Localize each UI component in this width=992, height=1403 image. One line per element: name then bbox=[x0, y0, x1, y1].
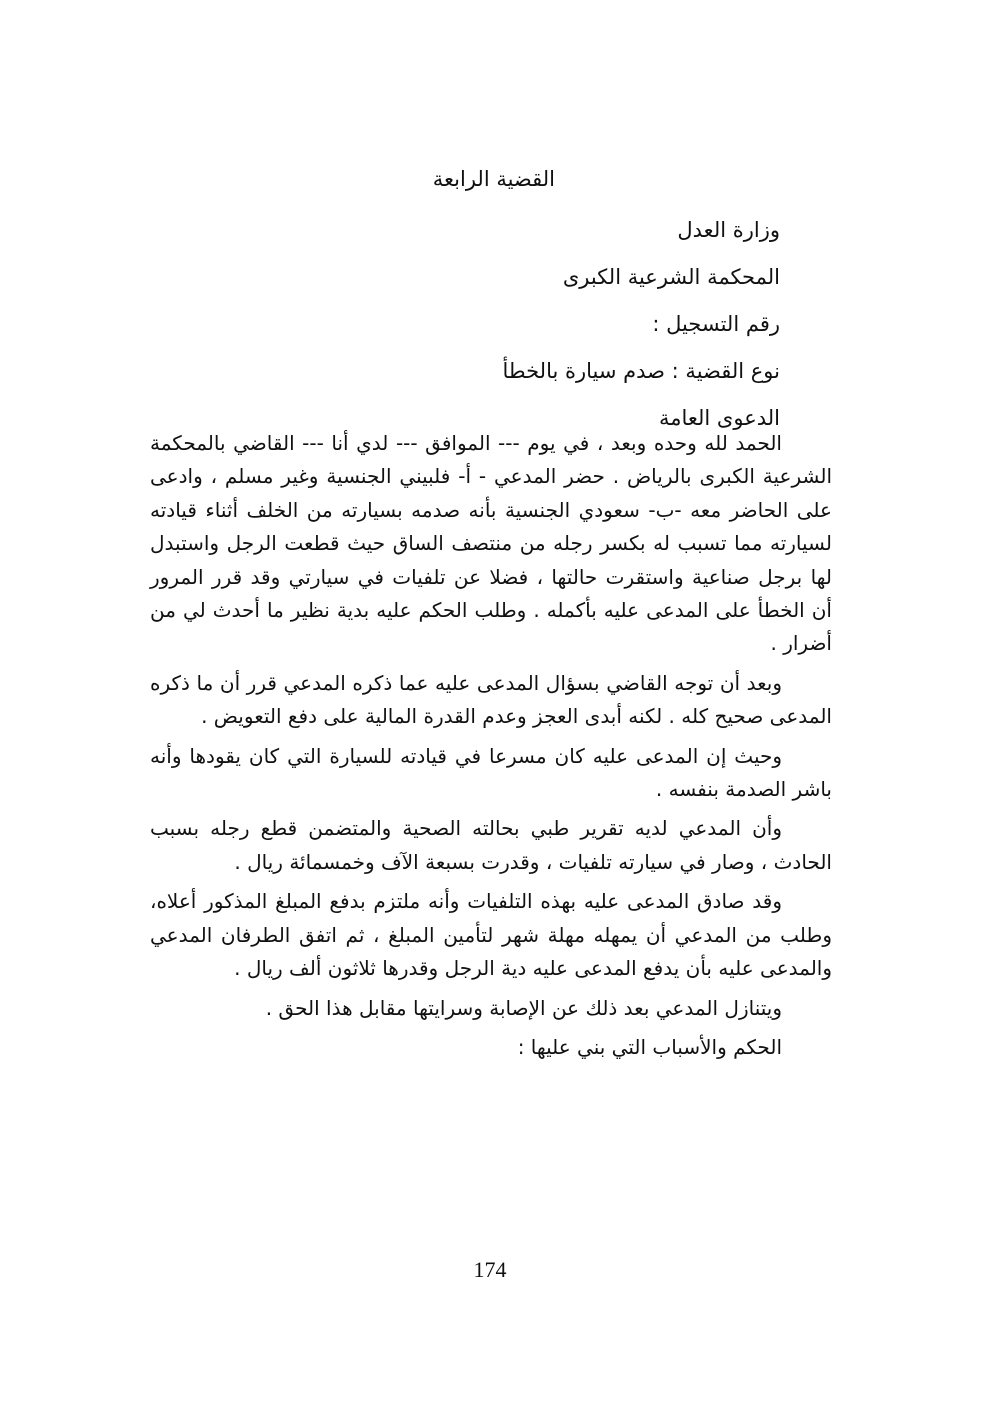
paragraph-claim: الحمد لله وحده وبعد ، في يوم --- الموافق --- لدي أنا --- القاضي بالمحكمة الشرعية الكبرى بالرياض . حضر المدعي - أ- فلبيني الجنسية وغير مسلم ، وادعى على الحاضر معه -ب- سعودي الجنسية بأنه صدمه بسيارته من الخلف أثناء قيادته لسيارته مما تسبب له بكسر رجله من منتصف الساق حيث قطعت الرجل واستبدل لها برجل صناعية واستقرت حالتها ، فضلا عن تلفيات في سيارتي وقد قرر المرور أن الخطأ على المدعى عليه بأكمله . وطلب الحكم عليه بدية نظير ما أحدث لي من أضرار . bbox=[150, 431, 832, 656]
document-body bbox=[150, 427, 832, 1070]
paragraph-waiver: ويتنازل المدعي بعد ذلك عن الإصابة وسرايتها مقابل هذا الحق . bbox=[265, 995, 782, 1020]
paragraph-settlement: وقد صادق المدعى عليه بهذه التلفيات وأنه ملتزم بدفع المبلغ المذكور أعلاه، وطلب من المدعي أن يمهله مهلة شهر لتأمين المبلغ ، ثم اتفق الطرفان المدعي والمدعى عليه بأن يدفع المدعى عليه دية الرجل وقدرها ثلاثون ألف ريال . bbox=[150, 889, 832, 981]
document-header bbox=[180, 212, 780, 447]
case-category: الدعوى العامة bbox=[658, 406, 780, 430]
paragraph-defendant-response: وبعد أن توجه القاضي بسؤال المدعى عليه عما ذكره المدعي قرر أن ما ذكره المدعى صحيح كله . لكنه أبدى العجز وعدم القدرة المالية على دفع التعويض . bbox=[150, 670, 832, 729]
case-title: القضية الرابعة bbox=[432, 167, 555, 191]
paragraph-medical-report: وأن المدعي لديه تقرير طبي بحالته الصحية والمتضمن قطع رجله بسبب الحادث ، وصار في سيارته تلفيات ، وقدرت بسبعة الآف وخمسمائة ريال . bbox=[150, 816, 832, 874]
registration-number: رقم التسجيل : bbox=[652, 312, 780, 336]
paragraph-speeding: وحيث إن المدعى عليه كان مسرعا في قيادته للسيارة التي كان يقودها وأنه باشر الصدمة بنفسه . bbox=[150, 743, 832, 802]
page-number: 174 bbox=[473, 1257, 507, 1282]
ministry-name: وزارة العدل bbox=[677, 218, 780, 242]
court-name: المحكمة الشرعية الكبرى bbox=[562, 265, 780, 289]
paragraph-judgment-heading: الحكم والأسباب التي بني عليها : bbox=[517, 1034, 782, 1059]
case-type: نوع القضية : صدم سيارة بالخطأ bbox=[502, 359, 780, 383]
